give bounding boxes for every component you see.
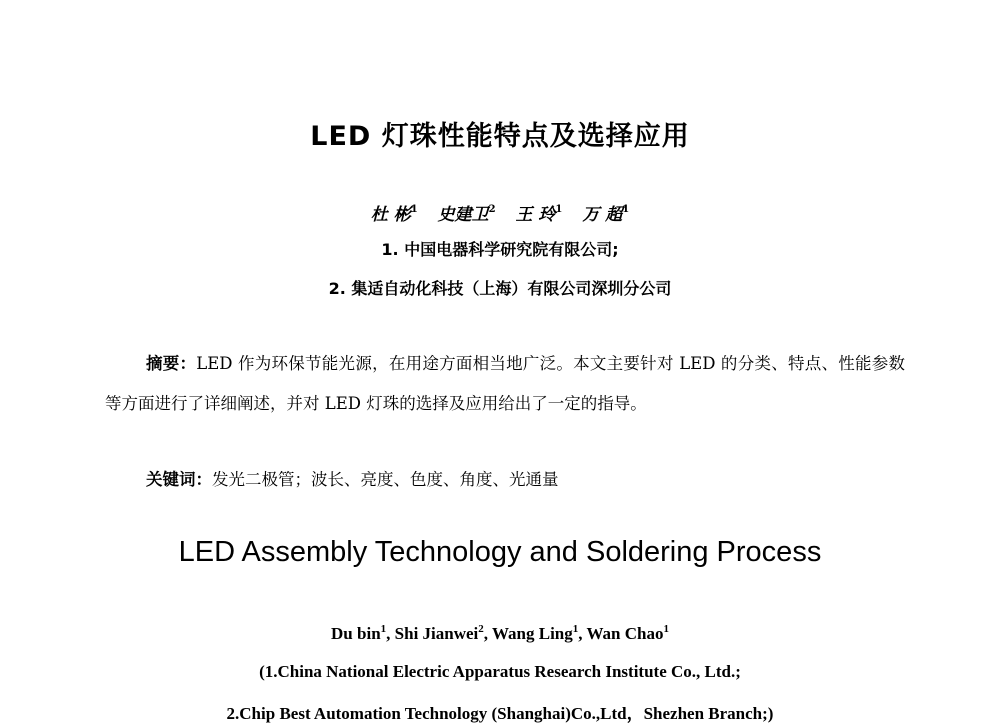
abstract-paragraph [105,344,905,424]
chinese-author-list [0,200,1000,225]
chinese-author: 王 玲$^1$ [515,204,563,225]
english-author: Shi Jianwei$^2$, [394,623,492,643]
english-author: Wan Chao$^1$ [586,623,669,643]
english-author: Wang Ling$^1$, [491,623,587,643]
chinese-author: 万 超$^1$ [582,204,630,225]
english-title: LED Assembly Technology and Soldering Process [178,536,822,568]
english-author-list [0,623,1000,644]
chinese-title: LED 灯珠性能特点及选择应用 [310,121,690,152]
keywords-text: 发光二极管；波长、亮度、色度、角度、光通量 [212,470,559,489]
english-author: Du bin$^1$, [331,623,395,643]
abstract-label: 摘要： [146,354,197,373]
chinese-author: 史建卫$^2$ [437,204,496,225]
abstract-text: LED 作为环保节能光源，在用途方面相当地广泛。本文主要针对 LED 的分类、特点、性能参数等方面进行了详细阐述，并对 LED 灯珠的选择及应用给出了一定的指导。 [105,354,906,413]
keywords-line [146,466,559,490]
chinese-affiliation-2: 2. 集适自动化科技（上海）有限公司深圳分公司 [328,279,672,298]
english-affiliation-2: 2.Chip Best Automation Technology (Shanghai)Co.,Ltd，Shezhen Branch;) [226,704,774,723]
chinese-affiliation-1: 1. 中国电器科学研究院有限公司; [381,240,619,259]
english-affiliation-1: (1.China National Electric Apparatus Research Institute Co., Ltd.; [259,662,741,681]
chinese-author: 杜 彬$^1$ [370,204,418,225]
keywords-label: 关键词： [146,470,212,489]
